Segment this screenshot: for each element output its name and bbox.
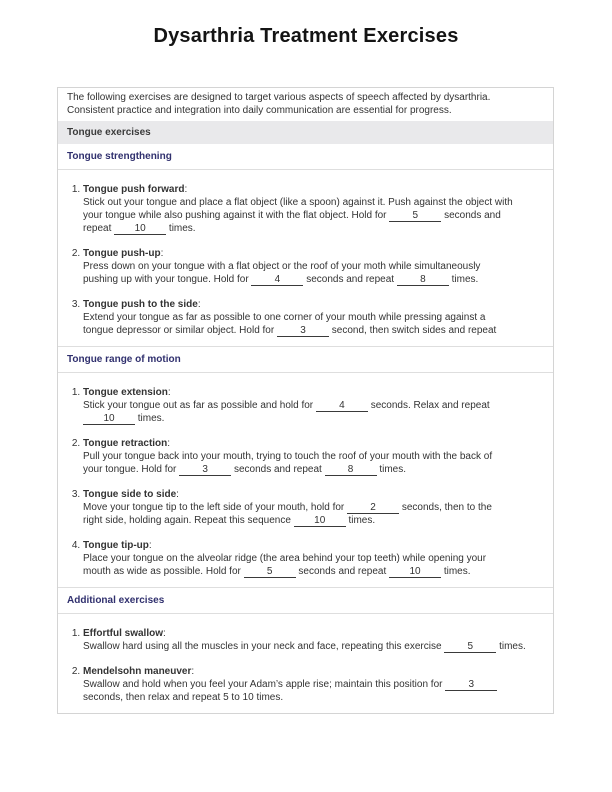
exercise-list [67,627,549,704]
exercise-text: times. [135,413,165,424]
exercise-item [83,437,549,476]
exercise-name-colon: : [197,299,201,310]
exercise-item [83,665,549,704]
exercise-name-colon: : [184,184,188,195]
exercise-name-colon: : [191,666,195,677]
fill-in-blank[interactable]: 2 [347,502,399,514]
exercise-list [67,183,549,337]
exercise-row-tongue-strengthening [58,170,553,347]
exercise-text: seconds and repeat [303,274,397,285]
fill-in-blank[interactable]: 4 [316,400,368,412]
exercise-name: Tongue retraction [83,438,168,449]
exercise-text: Place your tongue on the alveolar ridge (the area behind your top teeth) while opening your [83,553,487,564]
fill-in-blank[interactable]: 10 [114,223,166,235]
exercise-text: times. [448,274,479,285]
exercise-text: seconds and [441,210,501,221]
fill-in-blank[interactable]: 8 [325,464,377,476]
exercise-text: tongue depressor or similar object. Hold for [83,325,277,336]
fill-in-blank[interactable]: 4 [251,274,303,286]
exercise-item [83,298,549,337]
section-heading-additional-exercises: Additional exercises [58,588,553,614]
exercise-name: Tongue extension [83,387,168,398]
fill-in-blank[interactable]: 3 [277,325,329,337]
exercise-name: Tongue push forward [83,184,185,195]
fill-in-blank[interactable]: 5 [389,210,441,222]
table-header-row [58,121,553,144]
exercise-name-colon: : [148,540,152,551]
worksheet-table [57,87,554,714]
exercise-text: times. [441,566,471,577]
fill-in-blank[interactable]: 10 [389,566,441,578]
exercise-text: pushing up with your tongue. Hold for [83,274,252,285]
exercise-item [83,539,549,578]
fill-in-blank[interactable]: 3 [445,679,497,691]
exercise-text: Stick your tongue out as far as possible and hold for [83,400,316,411]
fill-in-blank[interactable]: 5 [244,566,296,578]
fill-in-blank[interactable]: 8 [397,274,449,286]
fill-in-blank[interactable]: 10 [83,413,135,425]
exercise-name-colon: : [167,438,171,449]
sections-container [58,144,553,713]
exercise-name-colon: : [163,628,166,639]
exercise-name: Effortful swallow [83,628,163,639]
exercise-text: Swallow and hold when you feel your Adam’s apple rise; maintain this position for [83,679,446,690]
section-heading-tongue-range-of-motion: Tongue range of motion [58,347,553,373]
fill-in-blank[interactable]: 3 [179,464,231,476]
exercise-text: mouth as wide as possible. Hold for [83,566,244,577]
exercise-text: repeat [83,223,115,234]
section-heading-tongue-strengthening: Tongue strengthening [58,144,553,170]
exercise-item [83,386,549,425]
exercise-list [67,386,549,578]
exercise-text: times. [376,464,407,475]
exercise-name-colon: : [160,248,164,259]
exercise-text: seconds and repeat [231,464,325,475]
exercise-name: Tongue side to side [83,489,177,500]
fill-in-blank[interactable]: 10 [294,515,346,527]
document-title: Dysarthria Treatment Exercises [153,25,459,47]
exercise-text: Press down on your tongue with a flat object or the roof of your moth while simultaneously [83,261,481,272]
exercise-text: times. [345,515,376,526]
exercise-name-colon: : [167,387,171,398]
exercise-text: seconds, then to the [399,502,492,513]
exercise-text: Pull your tongue back into your mouth, trying to touch the roof of your mouth with the back of [83,451,493,462]
exercise-name: Mendelsohn maneuver [83,666,192,677]
exercise-name: Tongue tip-up [83,540,149,551]
intro-line: The following exercises are designed to target various aspects of speech affected by dysarthria. [67,92,491,103]
exercise-item [83,488,549,527]
exercise-text: Extend your tongue as far as possible to one corner of your mouth while pressing against a [83,312,486,323]
exercise-text: Move your tongue tip to the left side of your mouth, hold for [83,502,348,513]
exercise-text: times. [166,223,196,234]
exercise-item [83,183,549,235]
exercise-text: Swallow hard using all the muscles in your neck and face, repeating this exercise [83,641,445,652]
exercise-row-tongue-range-of-motion [58,373,553,588]
intro-paragraph [58,88,553,121]
table-header-label: Tongue exercises [67,127,151,138]
exercise-text: seconds, then relax and repeat 5 to 10 times. [83,692,284,703]
exercise-name: Tongue push-up [83,248,161,259]
fill-in-blank[interactable]: 5 [444,641,496,653]
exercise-text: second, then switch sides and repeat [328,325,497,336]
exercise-text: your tongue while also pushing against it with the flat object. Hold for [83,210,390,221]
intro-line: Consistent practice and integration into daily communication are essential for progress. [67,105,452,116]
exercise-text: seconds. Relax and repeat [367,400,490,411]
exercise-text: seconds and repeat [295,566,390,577]
exercise-text: times. [496,641,526,652]
exercise-text: Stick out your tongue and place a flat object (like a spoon) against it. Push against the object with [83,197,513,208]
exercise-name-colon: : [176,489,179,500]
exercise-item [83,247,549,286]
exercise-row-additional-exercises [58,614,553,713]
exercise-text: your tongue. Hold for [83,464,180,475]
exercise-name: Tongue push to the side [83,299,198,310]
exercise-text: right side, holding again. Repeat this sequence [83,515,294,526]
exercise-item [83,627,549,653]
